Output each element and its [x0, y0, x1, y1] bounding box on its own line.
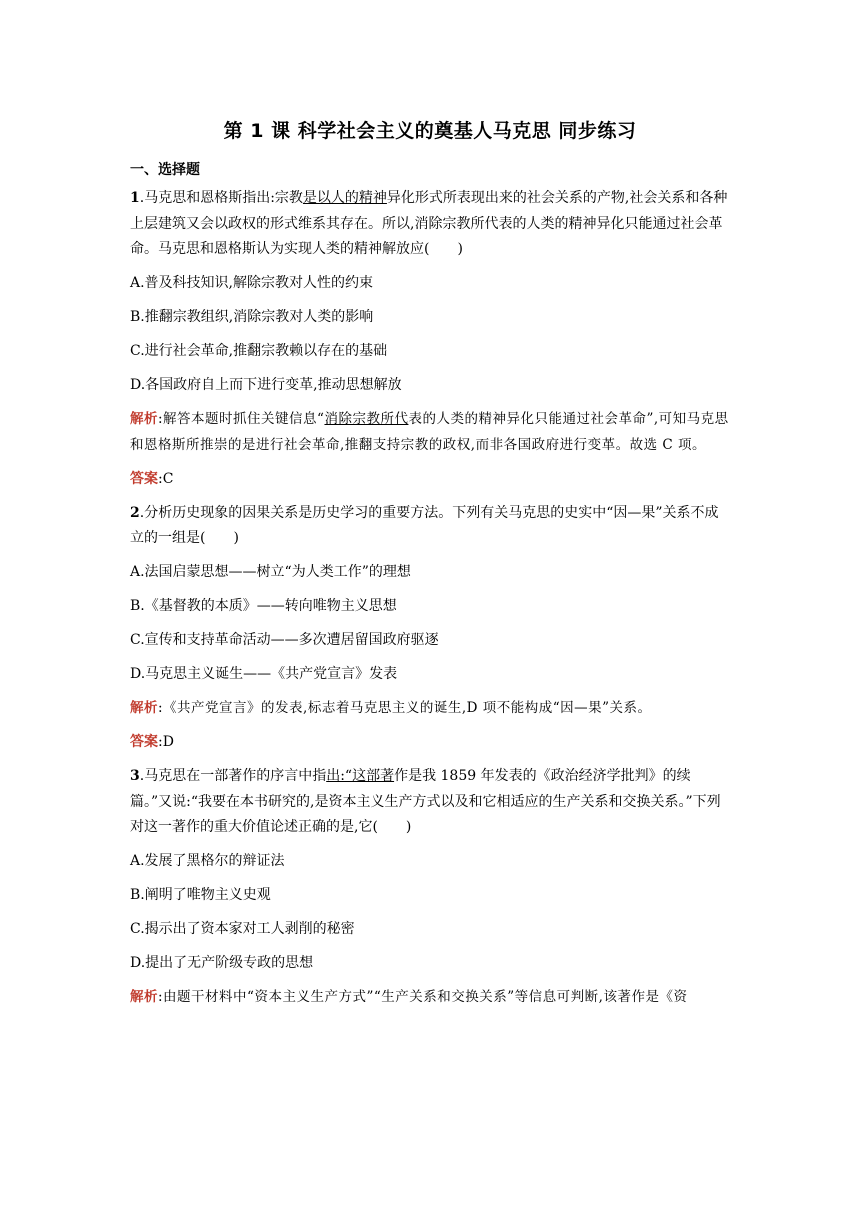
question-text: .马克思和恩格斯指出:宗教: [139, 190, 303, 206]
analysis-text: :解答本题时抓住关键信息“: [158, 411, 325, 427]
option-d: D.马克思主义诞生——《共产党宣言》发表: [130, 666, 398, 682]
option-c: C.宣传和支持革命活动——多次遭居留国政府驱逐: [130, 632, 439, 648]
option-c: C.揭示出了资本家对工人剥削的秘密: [130, 921, 355, 937]
underlined-text: 是以人的精神: [302, 190, 387, 206]
question-text: 作是我 1859 年发表的《政治经济学批判》的续篇。”又说:“我要在本书研究的,是资本主义生产方式以及和它相适应的生产关系和交换关系。”下列对这一著作的重大价值论述正确的是,它( ): [130, 768, 721, 835]
option-b: B.阐明了唯物主义史观: [130, 887, 271, 903]
analysis-label: 解析: [130, 989, 158, 1005]
analysis-label: 解析: [130, 700, 158, 716]
question-3-analysis: [130, 985, 730, 1011]
option-c: C.进行社会革命,推翻宗教赖以存在的基础: [130, 343, 388, 359]
question-number: 1: [130, 190, 140, 206]
page-title: 第 1 课 科学社会主义的奠基人马克思 同步练习: [223, 120, 637, 142]
question-1-answer: [130, 467, 730, 493]
answer-label: 答案: [130, 470, 158, 487]
question-list: [130, 186, 730, 1019]
option-a: A.普及科技知识,解除宗教对人性的约束: [130, 275, 374, 291]
question-2-analysis: [130, 696, 730, 722]
question-2-answer: [130, 730, 730, 756]
question-1-analysis: [130, 407, 730, 458]
question-2-stem: [130, 501, 730, 552]
option-a: A.发展了黑格尔的辩证法: [130, 853, 285, 869]
question-3-stem: [130, 764, 730, 841]
option-d: D.提出了无产阶级专政的思想: [130, 955, 314, 971]
analysis-text: :《共产党宣言》的发表,标志着马克思主义的诞生,D 项不能构成“因—果”关系。: [158, 700, 652, 716]
option-b: B.《基督教的本质》——转向唯物主义思想: [130, 598, 397, 614]
answer-value: :C: [158, 470, 174, 487]
question-1-stem: [130, 186, 730, 263]
option-b: B.推翻宗教组织,消除宗教对人类的影响: [130, 309, 374, 325]
answer-label: 答案: [130, 734, 158, 750]
analysis-text: :由题干材料中“资本主义生产方式”“生产关系和交换关系”等信息可判断,该著作是《资: [158, 989, 688, 1005]
question-text: .马克思在一部著作的序言中指: [139, 768, 327, 784]
analysis-label: 解析: [130, 411, 158, 427]
option-a: A.法国启蒙思想——树立“为人类工作”的理想: [130, 564, 411, 580]
answer-value: :D: [158, 734, 174, 750]
underlined-text: 出:“这部著: [326, 768, 395, 784]
question-number: 3: [130, 768, 140, 784]
section-heading: 一、选择题: [130, 162, 200, 178]
option-d: D.各国政府自上而下进行变革,推动思想解放: [130, 377, 402, 393]
question-text: 异化形式所表现出来的社会关系的产物,社会关系和各种上层建筑又会以政权的形式维系其存在。所以,消除宗教所代表的人类的精神异化只能通过社会革命。马克思和恩格斯认为实现人类的精神解放应( ): [130, 190, 728, 257]
question-text: .分析历史现象的因果关系是历史学习的重要方法。下列有关马克思的史实中“因—果”关系不成立的一组是( ): [130, 504, 719, 546]
analysis-text: 表的人类的精神异化只能通过社会革命”,可知马克思和恩格斯所推崇的是进行社会革命,推翻支持宗教的政权,而非各国政府进行变革。故选 C 项。: [130, 411, 729, 453]
underlined-text: 消除宗教所代: [324, 411, 409, 427]
question-number: 2: [130, 504, 140, 521]
